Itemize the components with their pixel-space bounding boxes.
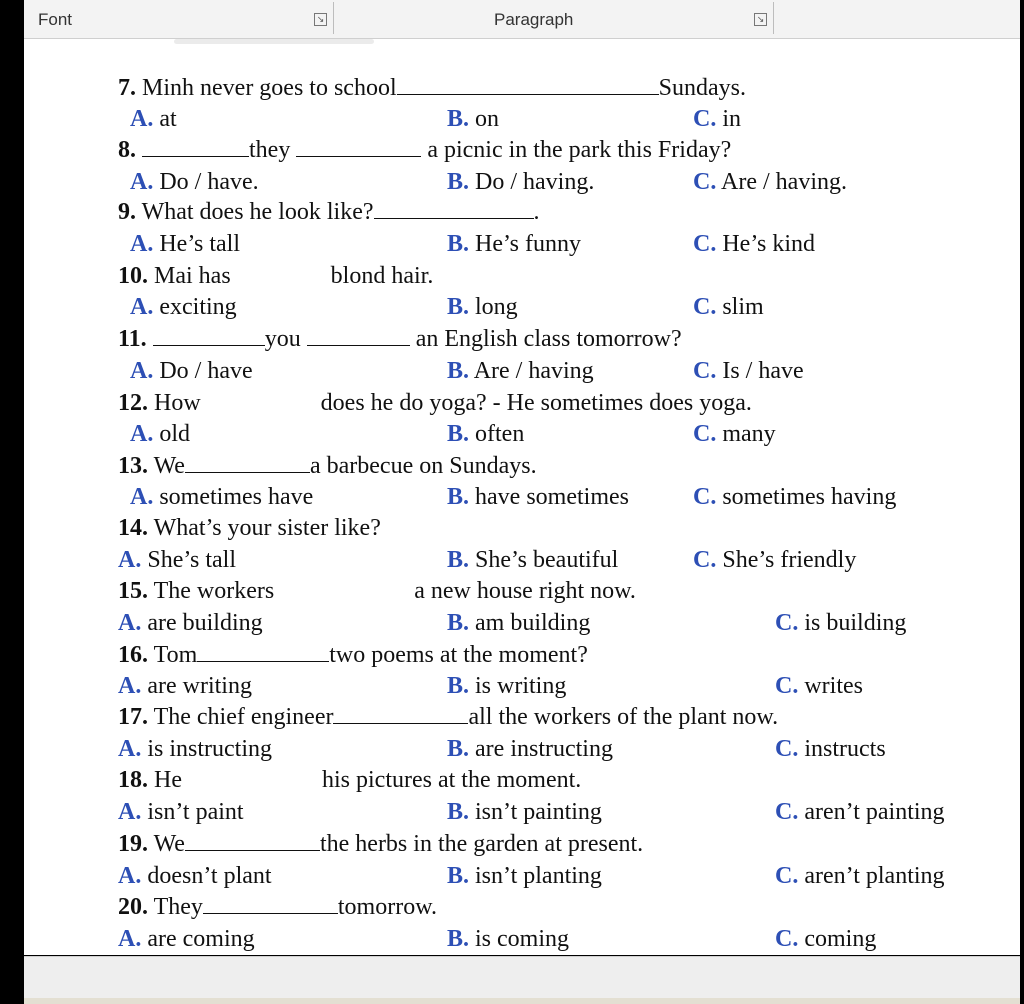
- question-text: The workers: [153, 578, 275, 604]
- question-text-after: a barbecue on Sundays.: [309, 453, 537, 479]
- answer-option-b[interactable]: [447, 609, 590, 637]
- option-text: slim: [722, 294, 764, 320]
- option-text: She’s friendly: [722, 547, 857, 573]
- font-group-label: Font: [38, 10, 73, 29]
- question-text-after: two poems at the moment?: [329, 642, 588, 668]
- answer-option-b[interactable]: [447, 925, 569, 953]
- paragraph-dialog-launcher-icon[interactable]: ↘: [754, 13, 767, 26]
- question-stem: [118, 641, 588, 669]
- option-letter: B.: [447, 294, 470, 320]
- answer-option-c[interactable]: [693, 546, 856, 574]
- answer-option-a[interactable]: [118, 925, 255, 953]
- answer-blank[interactable]: [185, 452, 310, 473]
- answer-option-c[interactable]: [775, 798, 945, 826]
- answer-option-a[interactable]: [118, 609, 263, 637]
- option-text: instructs: [804, 736, 886, 762]
- paragraph-group-label: Paragraph: [494, 10, 574, 29]
- answer-option-b[interactable]: [447, 735, 613, 763]
- option-text: Do / having.: [475, 169, 595, 195]
- option-letter: A.: [118, 799, 142, 825]
- option-text: is coming: [475, 926, 570, 952]
- option-letter: A.: [130, 484, 154, 510]
- answer-option-a[interactable]: [118, 735, 272, 763]
- option-letter: A.: [118, 736, 142, 762]
- question-text-after: an English class tomorrow?: [415, 326, 682, 352]
- answer-option-b[interactable]: [447, 357, 594, 385]
- option-letter: A.: [130, 294, 154, 320]
- option-text: She’s tall: [147, 547, 237, 573]
- question-text-after: all the workers of the plant now.: [468, 704, 779, 730]
- option-letter: B.: [447, 358, 470, 384]
- question-text: What’s your sister like?: [153, 515, 381, 541]
- answer-option-c[interactable]: [693, 105, 741, 133]
- option-letter: B.: [447, 547, 470, 573]
- answer-option-a[interactable]: [118, 798, 244, 826]
- question-text: they: [249, 137, 291, 163]
- question-number: 13.: [118, 453, 148, 479]
- question-text-after: a picnic in the park this Friday?: [427, 137, 732, 163]
- question-stem: [118, 703, 778, 731]
- question-number: 7.: [118, 75, 136, 101]
- answer-blank[interactable]: [333, 703, 468, 724]
- option-text: He’s kind: [722, 231, 816, 257]
- option-text: is writing: [475, 673, 567, 699]
- answer-option-c[interactable]: [775, 609, 906, 637]
- option-letter: A.: [130, 231, 154, 257]
- option-text: in: [722, 106, 742, 132]
- answer-option-c[interactable]: [775, 925, 876, 953]
- answer-blank[interactable]: [307, 325, 410, 346]
- option-text: often: [475, 421, 525, 447]
- option-letter: A.: [118, 610, 142, 636]
- option-letter: C.: [693, 484, 717, 510]
- question-number: 10.: [118, 263, 148, 289]
- answer-option-a[interactable]: [118, 862, 272, 890]
- answer-option-a[interactable]: [130, 230, 240, 258]
- answer-option-c[interactable]: [693, 483, 896, 511]
- option-text: isn’t planting: [475, 863, 602, 889]
- option-text: Do / have.: [159, 169, 259, 195]
- answer-option-a[interactable]: [130, 357, 253, 385]
- option-letter: A.: [130, 358, 154, 384]
- question-text-after: his pictures at the moment.: [321, 767, 582, 793]
- question-text-after: does he do yoga? - He sometimes does yoga.: [320, 390, 752, 416]
- option-letter: A.: [118, 926, 142, 952]
- option-letter: A.: [118, 547, 142, 573]
- option-text: aren’t painting: [804, 799, 945, 825]
- option-text: isn’t painting: [475, 799, 602, 825]
- option-letter: B.: [447, 421, 470, 447]
- option-letter: C.: [693, 169, 717, 195]
- question-text-after: .: [533, 199, 540, 225]
- option-letter: A.: [130, 106, 154, 132]
- option-letter: A.: [130, 169, 154, 195]
- answer-blank[interactable]: [374, 198, 534, 219]
- option-letter: C.: [775, 926, 799, 952]
- option-text: long: [475, 294, 518, 320]
- option-text: are coming: [147, 926, 255, 952]
- answer-option-a[interactable]: [130, 105, 177, 133]
- option-letter: C.: [775, 799, 799, 825]
- option-letter: A.: [118, 673, 142, 699]
- question-stem: [118, 136, 731, 164]
- question-number: 11.: [118, 326, 147, 352]
- answer-blank[interactable]: [203, 893, 338, 914]
- question-number: 20.: [118, 894, 148, 920]
- question-text-after: tomorrow.: [337, 894, 437, 920]
- answer-option-c[interactable]: [693, 357, 804, 385]
- answer-option-c[interactable]: [775, 672, 863, 700]
- answer-option-a[interactable]: [130, 420, 190, 448]
- question-stem: [118, 577, 636, 605]
- question-number: 14.: [118, 515, 148, 541]
- question-number: 18.: [118, 767, 148, 793]
- option-letter: A.: [118, 863, 142, 889]
- question-stem: [118, 893, 437, 921]
- question-text: Mai has: [154, 263, 231, 289]
- option-text: is building: [804, 610, 907, 636]
- question-number: 15.: [118, 578, 148, 604]
- option-letter: B.: [447, 169, 470, 195]
- option-letter: B.: [447, 736, 470, 762]
- option-text: are building: [147, 610, 263, 636]
- option-text: Are / having.: [721, 169, 847, 195]
- question-number: 19.: [118, 831, 148, 857]
- answer-option-c[interactable]: [693, 168, 847, 196]
- answer-option-a[interactable]: [130, 168, 259, 196]
- question-stem: [118, 198, 540, 226]
- answer-option-a[interactable]: [118, 546, 236, 574]
- option-letter: C.: [775, 863, 799, 889]
- option-letter: B.: [447, 610, 470, 636]
- option-letter: B.: [447, 799, 470, 825]
- option-letter: B.: [447, 106, 470, 132]
- question-text-after: blond hair.: [330, 263, 434, 289]
- answer-option-b[interactable]: [447, 105, 499, 133]
- option-letter: B.: [447, 926, 470, 952]
- option-text: many: [722, 421, 776, 447]
- answer-blank[interactable]: [142, 136, 249, 157]
- option-letter: C.: [775, 736, 799, 762]
- option-text: He’s tall: [159, 231, 240, 257]
- answer-option-b[interactable]: [447, 798, 602, 826]
- answer-option-b[interactable]: [447, 483, 629, 511]
- question-stem: [118, 74, 746, 102]
- answer-blank[interactable]: [185, 830, 320, 851]
- answer-option-b[interactable]: [447, 672, 566, 700]
- question-text-after: the herbs in the garden at present.: [319, 831, 644, 857]
- question-stem: [118, 830, 643, 858]
- option-text: He’s funny: [475, 231, 581, 257]
- question-text: The chief engineer: [153, 704, 334, 730]
- option-letter: C.: [693, 106, 717, 132]
- answer-option-b[interactable]: [447, 230, 581, 258]
- option-text: doesn’t plant: [147, 863, 272, 889]
- option-letter: C.: [775, 610, 799, 636]
- answer-blank[interactable]: [397, 74, 659, 95]
- option-letter: C.: [693, 421, 717, 447]
- question-text: you: [264, 326, 301, 352]
- question-stem: [118, 389, 752, 417]
- answer-option-c[interactable]: [693, 230, 815, 258]
- option-text: am building: [475, 610, 591, 636]
- answer-blank[interactable]: [153, 325, 265, 346]
- question-stem: [118, 452, 537, 480]
- question-number: 16.: [118, 642, 148, 668]
- option-letter: C.: [693, 231, 717, 257]
- option-text: sometimes have: [159, 484, 314, 510]
- question-text: How: [154, 390, 201, 416]
- answer-option-a[interactable]: [130, 483, 313, 511]
- question-stem: [118, 325, 682, 353]
- option-text: are instructing: [475, 736, 613, 762]
- answer-option-c[interactable]: [693, 420, 776, 448]
- question-stem: [118, 766, 581, 794]
- question-stem: [118, 262, 433, 290]
- question-stem: [118, 514, 381, 542]
- answer-option-b[interactable]: [447, 293, 518, 321]
- question-number: 17.: [118, 704, 148, 730]
- option-text: Are / having: [473, 358, 594, 384]
- answer-option-a[interactable]: [118, 672, 252, 700]
- question-number: 12.: [118, 390, 148, 416]
- option-text: exciting: [159, 294, 237, 320]
- option-text: is instructing: [147, 736, 273, 762]
- option-text: She’s beautiful: [475, 547, 619, 573]
- answer-option-b[interactable]: [447, 168, 594, 196]
- answer-blank[interactable]: [197, 641, 329, 662]
- option-text: Is / have: [722, 358, 804, 384]
- option-letter: B.: [447, 484, 470, 510]
- answer-blank[interactable]: [296, 136, 421, 157]
- answer-option-c[interactable]: [775, 862, 945, 890]
- answer-option-a[interactable]: [130, 293, 237, 321]
- option-text: isn’t paint: [147, 799, 244, 825]
- option-letter: C.: [693, 294, 717, 320]
- option-letter: B.: [447, 863, 470, 889]
- option-letter: B.: [447, 673, 470, 699]
- option-letter: B.: [447, 231, 470, 257]
- option-letter: C.: [775, 673, 799, 699]
- option-text: coming: [804, 926, 877, 952]
- option-text: Do / have: [159, 358, 253, 384]
- question-text: We: [153, 453, 185, 479]
- question-text: He: [154, 767, 182, 793]
- question-text: Minh never goes to school: [142, 75, 397, 101]
- option-text: on: [475, 106, 500, 132]
- question-text: They: [153, 894, 203, 920]
- question-text: What does he look like?: [141, 199, 374, 225]
- answer-option-c[interactable]: [775, 735, 886, 763]
- option-text: are writing: [147, 673, 252, 699]
- answer-option-b[interactable]: [447, 546, 618, 574]
- option-text: writes: [804, 673, 863, 699]
- answer-option-c[interactable]: [693, 293, 764, 321]
- question-number: 8.: [118, 137, 136, 163]
- question-text: We: [153, 831, 185, 857]
- option-text: have sometimes: [475, 484, 629, 510]
- font-dialog-launcher-icon[interactable]: ↘: [314, 13, 327, 26]
- option-text: sometimes having: [722, 484, 897, 510]
- question-text-after: a new house right now.: [414, 578, 636, 604]
- option-text: at: [159, 106, 177, 132]
- answer-option-b[interactable]: [447, 862, 602, 890]
- answer-option-b[interactable]: [447, 420, 524, 448]
- option-letter: C.: [693, 547, 717, 573]
- option-text: aren’t planting: [804, 863, 945, 889]
- question-number: 9.: [118, 199, 136, 225]
- question-text-after: Sundays.: [658, 75, 746, 101]
- question-text: Tom: [153, 642, 198, 668]
- option-letter: A.: [130, 421, 154, 447]
- option-letter: C.: [693, 358, 717, 384]
- option-text: old: [159, 421, 191, 447]
